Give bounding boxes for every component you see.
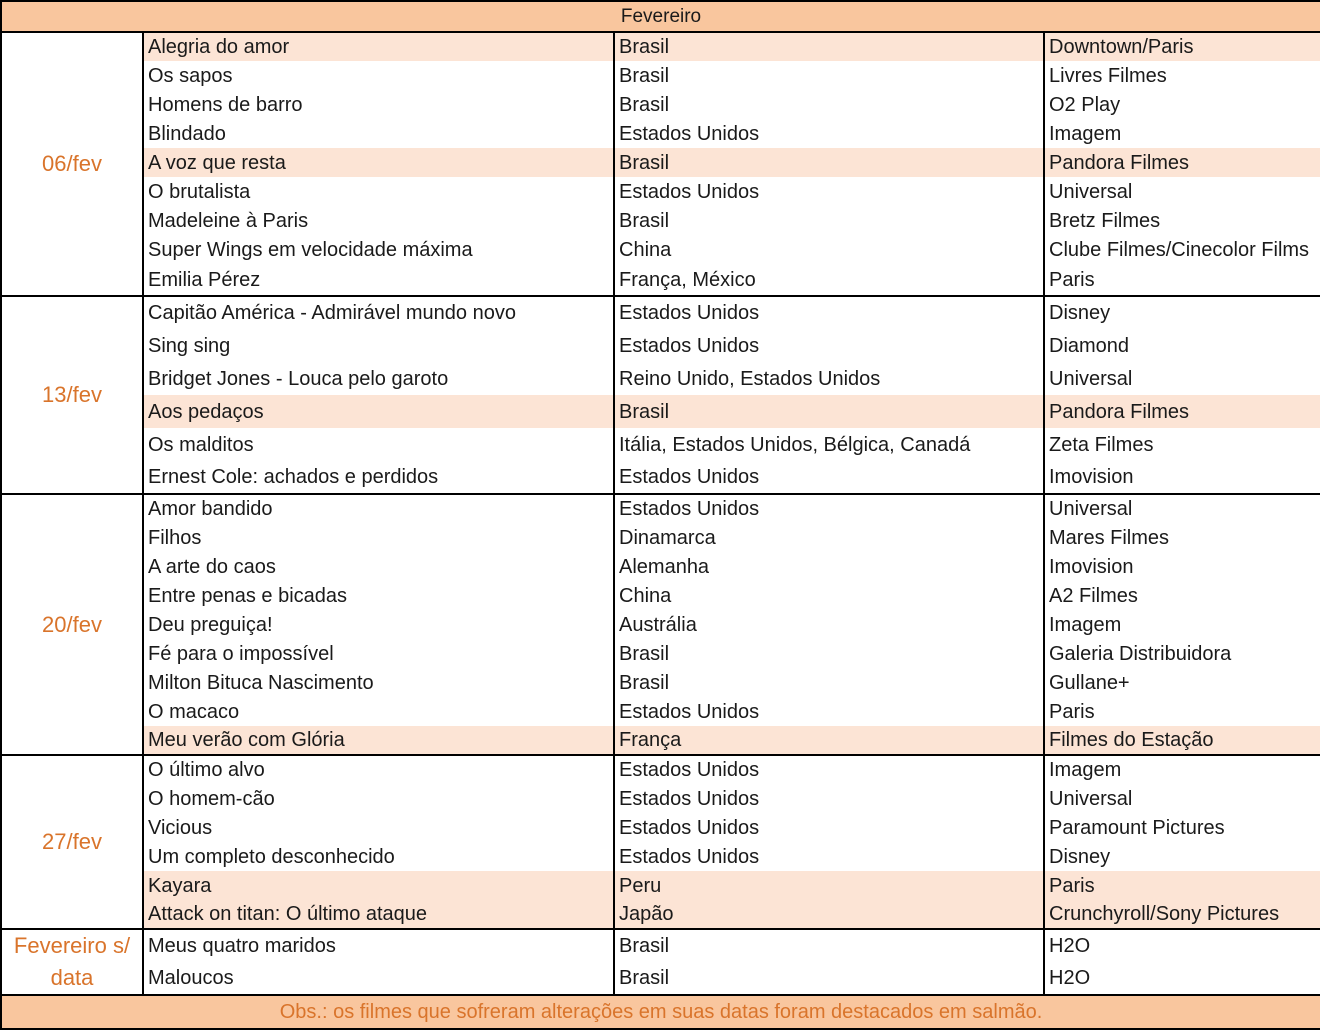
film-country: Estados Unidos [614,177,1044,206]
table-row [1,461,1320,494]
film-country: Brasil [614,395,1044,428]
table-row [1,610,1320,639]
film-country: Reino Unido, Estados Unidos [614,362,1044,395]
film-title: Maloucos [143,962,614,995]
film-title: Sing sing [143,329,614,362]
film-title: Ernest Cole: achados e perdidos [143,461,614,494]
film-title: Aos pedaços [143,395,614,428]
film-distributor: Universal [1044,177,1320,206]
film-distributor: Universal [1044,362,1320,395]
film-title: Blindado [143,119,614,148]
table-row [1,523,1320,552]
table-row [1,428,1320,461]
film-country: Itália, Estados Unidos, Bélgica, Canadá [614,428,1044,461]
film-title: O macaco [143,697,614,726]
table-row [1,755,1320,784]
film-country: Brasil [614,148,1044,177]
film-country: China [614,581,1044,610]
film-distributor: Diamond [1044,329,1320,362]
table-row [1,395,1320,428]
film-country: China [614,235,1044,264]
film-title: Emilia Pérez [143,264,614,296]
film-title: Os malditos [143,428,614,461]
film-country: Estados Unidos [614,813,1044,842]
table-row [1,639,1320,668]
film-country: Estados Unidos [614,329,1044,362]
film-distributor: Livres Filmes [1044,61,1320,90]
table-row [1,813,1320,842]
table-row [1,61,1320,90]
film-distributor: A2 Filmes [1044,581,1320,610]
film-title: Entre penas e bicadas [143,581,614,610]
film-country: Estados Unidos [614,697,1044,726]
film-title: Deu preguiça! [143,610,614,639]
film-country: Dinamarca [614,523,1044,552]
table-row [1,148,1320,177]
film-title: O brutalista [143,177,614,206]
film-title: Capitão América - Admirável mundo novo [143,296,614,329]
film-title: A arte do caos [143,552,614,581]
film-title: Milton Bituca Nascimento [143,668,614,697]
film-country: Estados Unidos [614,296,1044,329]
film-country: Brasil [614,32,1044,61]
film-title: Um completo desconhecido [143,842,614,871]
film-distributor: Paris [1044,264,1320,296]
release-date: 20/fev [1,494,143,755]
film-distributor: Imovision [1044,461,1320,494]
table-row [1,581,1320,610]
film-distributor: Bretz Filmes [1044,206,1320,235]
film-distributor: Imagem [1044,755,1320,784]
film-distributor: Disney [1044,296,1320,329]
table-row [1,90,1320,119]
film-country: Estados Unidos [614,784,1044,813]
film-distributor: Pandora Filmes [1044,395,1320,428]
table-row [1,668,1320,697]
film-country: Japão [614,900,1044,929]
film-country: Austrália [614,610,1044,639]
film-distributor: Clube Filmes/Cinecolor Films [1044,235,1320,264]
film-distributor: Imagem [1044,119,1320,148]
film-country: Peru [614,871,1044,900]
table-row [1,494,1320,523]
film-title: Attack on titan: O último ataque [143,900,614,929]
table-row [1,697,1320,726]
film-distributor: Zeta Filmes [1044,428,1320,461]
release-date: 13/fev [1,296,143,494]
release-date: 27/fev [1,755,143,929]
film-title: Os sapos [143,61,614,90]
table-row [1,329,1320,362]
table-row [1,900,1320,929]
table-row [1,235,1320,264]
film-title: Meus quatro maridos [143,929,614,962]
film-distributor: H2O [1044,962,1320,995]
table-row [1,929,1320,962]
film-title: Madeleine à Paris [143,206,614,235]
film-title: Homens de barro [143,90,614,119]
film-country: Brasil [614,639,1044,668]
observation-note: Obs.: os filmes que sofreram alterações em suas datas foram destacados em salmão. [1,995,1320,1029]
table-row [1,842,1320,871]
film-title: O homem-cão [143,784,614,813]
schedule-body [1,32,1320,995]
film-distributor: Galeria Distribuidora [1044,639,1320,668]
film-title: Fé para o impossível [143,639,614,668]
film-distributor: Mares Filmes [1044,523,1320,552]
film-distributor: H2O [1044,929,1320,962]
film-country: França [614,726,1044,755]
film-distributor: Imovision [1044,552,1320,581]
film-country: Brasil [614,61,1044,90]
release-date: 06/fev [1,32,143,296]
film-title: Super Wings em velocidade máxima [143,235,614,264]
film-country: Brasil [614,962,1044,995]
table-row [1,362,1320,395]
film-title: Amor bandido [143,494,614,523]
table-row [1,552,1320,581]
table-row [1,784,1320,813]
film-distributor: Universal [1044,494,1320,523]
film-distributor: Filmes do Estação [1044,726,1320,755]
film-distributor: Paris [1044,697,1320,726]
table-row [1,206,1320,235]
film-country: França, México [614,264,1044,296]
table-row [1,264,1320,296]
table-row [1,296,1320,329]
film-distributor: Crunchyroll/Sony Pictures [1044,900,1320,929]
month-title: Fevereiro [1,1,1320,32]
film-title: Bridget Jones - Louca pelo garoto [143,362,614,395]
film-distributor: Paris [1044,871,1320,900]
table-row [1,871,1320,900]
table-row [1,962,1320,995]
film-country: Brasil [614,206,1044,235]
table-row [1,32,1320,61]
film-distributor: Downtown/Paris [1044,32,1320,61]
film-distributor: Disney [1044,842,1320,871]
release-date: Fevereiro s/ data [1,929,143,995]
film-title: Filhos [143,523,614,552]
film-distributor: Pandora Filmes [1044,148,1320,177]
film-title: Kayara [143,871,614,900]
film-country: Estados Unidos [614,119,1044,148]
film-country: Estados Unidos [614,461,1044,494]
film-title: Alegria do amor [143,32,614,61]
table-row [1,177,1320,206]
film-distributor: Imagem [1044,610,1320,639]
film-distributor: O2 Play [1044,90,1320,119]
film-title: Vicious [143,813,614,842]
film-title: O último alvo [143,755,614,784]
table-row [1,726,1320,755]
film-country: Estados Unidos [614,755,1044,784]
film-country: Estados Unidos [614,842,1044,871]
film-country: Brasil [614,668,1044,697]
film-country: Alemanha [614,552,1044,581]
film-title: A voz que resta [143,148,614,177]
film-title: Meu verão com Glória [143,726,614,755]
film-country: Brasil [614,929,1044,962]
film-distributor: Paramount Pictures [1044,813,1320,842]
film-country: Estados Unidos [614,494,1044,523]
film-country: Brasil [614,90,1044,119]
table-row [1,119,1320,148]
film-distributor: Gullane+ [1044,668,1320,697]
film-distributor: Universal [1044,784,1320,813]
